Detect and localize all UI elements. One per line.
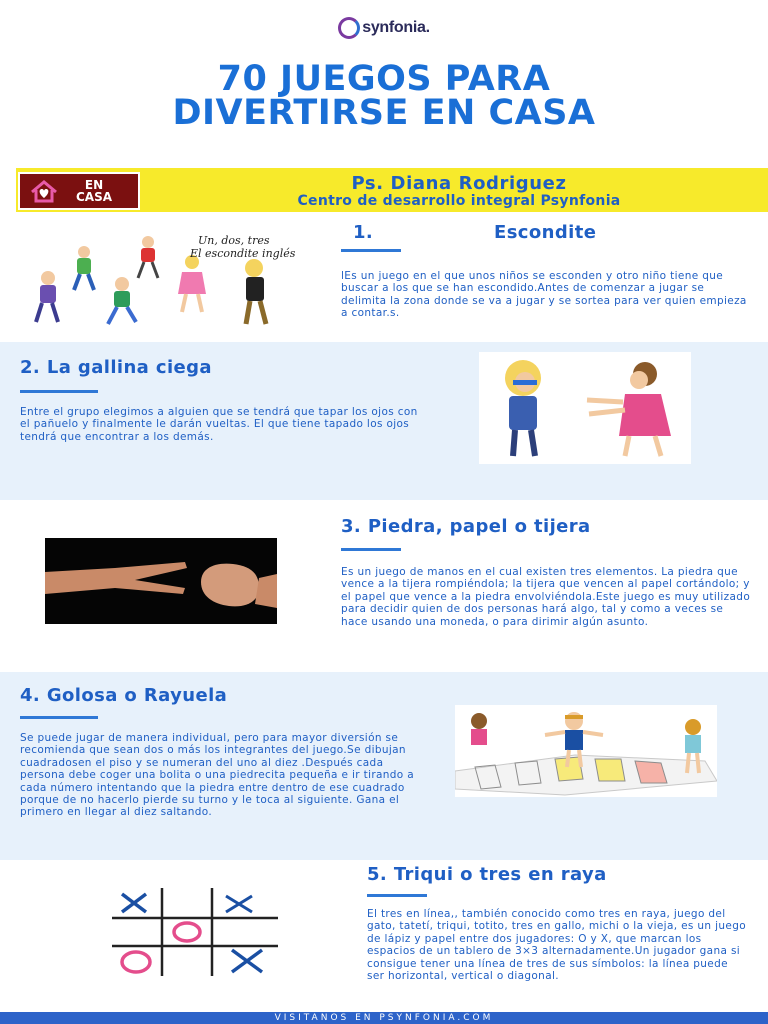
section-1-title: Escondite <box>494 222 597 243</box>
footer-website: VISITANOS EN PSYNFONIA.COM <box>0 1012 768 1024</box>
author-organization: Centro de desarrollo integral Psynfonia <box>297 193 621 209</box>
rayuela-illustration <box>455 705 717 797</box>
author-name: Ps. Diana Rodriguez <box>351 173 567 194</box>
page-title-line-2: DIVERTIRSE EN CASA <box>172 93 596 133</box>
piedra-papel-tijera-photo <box>45 538 277 624</box>
triqui-board-illustration <box>108 888 282 978</box>
section-5-body: El tres en línea,, también conocido como tres en raya, juego del gato, tatetí, triqui, totito, tres en gallo, michi o la vieja, es un juego de lápiz y papel entre dos jugadores: O y X, que marcan los espacios de un tablero de 3×3 alternadamente.Un jugador gana si consigue tener una línea de tres de sus símbolos: la línea puede ser horizontal, vertical o diagonal. <box>367 908 746 983</box>
escondite-illustration <box>22 232 302 332</box>
section-4-title: 4. Golosa o Rayuela <box>20 685 228 706</box>
section-3-rule <box>341 548 401 551</box>
gallina-ciega-illustration <box>479 352 691 464</box>
section-2-body: Entre el grupo elegimos a alguien que se tendrá que tapar los ojos con el pañuelo y finalmente le darán vueltas. El que tiene tapado los ojos tendrá que encontrar a los demás. <box>20 406 418 443</box>
section-5-rule <box>367 894 427 897</box>
section-1-rule <box>341 249 401 252</box>
en-casa-label: EN CASA <box>76 178 113 204</box>
psynfonia-logo <box>0 14 768 42</box>
section-1-number: 1. <box>353 222 374 243</box>
section-3-title: 3. Piedra, papel o tijera <box>341 516 591 537</box>
escondite-caption-line-2: El escondite inglés <box>190 247 296 260</box>
section-2-title: 2. La gallina ciega <box>20 357 212 378</box>
section-2-rule <box>20 390 98 393</box>
logo-text: synfonia. <box>362 19 430 36</box>
section-3-body: Es un juego de manos en el cual existen tres elementos. La piedra que vence a la tijera rompiéndola; la tijera que vencen al papel cortándolo; y el papel que vence a la piedra envolviéndola.Este juego es muy utilizado para decidir quien de dos personas hará algo, tal y como a veces se hace usando una moneda, o para dirimir algún asunto. <box>341 566 751 628</box>
section-1-body: lEs un juego en el que unos niños se esconden y otro niño tiene que buscar a los que se han escondido.Antes de comenzar a jugar se delimita la zona donde se va a jugar y se sortea para ver quien empieza a contar.s. <box>341 270 747 320</box>
page-title <box>0 59 768 133</box>
section-4-rule <box>20 716 98 719</box>
house-heart-icon <box>28 178 72 204</box>
section-4-body: Se puede jugar de manera individual, pero para mayor diversión se recomienda que sean dos o más los integrantes del juego.Se dibujan cuadradosen el piso y se numeran del uno al diez .Después cada persona debe coger una bolita o una piedrecita pequeña e ir tirando a cada número intentando que la piedra entre dentro de ese cuadrado porque de no hacerlo pierde su turno y le toca al siguiente. Gana el primero en llegar al diez saltando. <box>20 732 415 819</box>
escondite-caption-line-1: Un, dos, tres <box>198 234 270 247</box>
en-casa-badge <box>18 172 140 210</box>
section-5-title: 5. Triqui o tres en raya <box>367 864 607 885</box>
page-title-line-1: 70 JUEGOS PARA <box>217 59 551 99</box>
psynfonia-logo-icon <box>338 17 360 39</box>
